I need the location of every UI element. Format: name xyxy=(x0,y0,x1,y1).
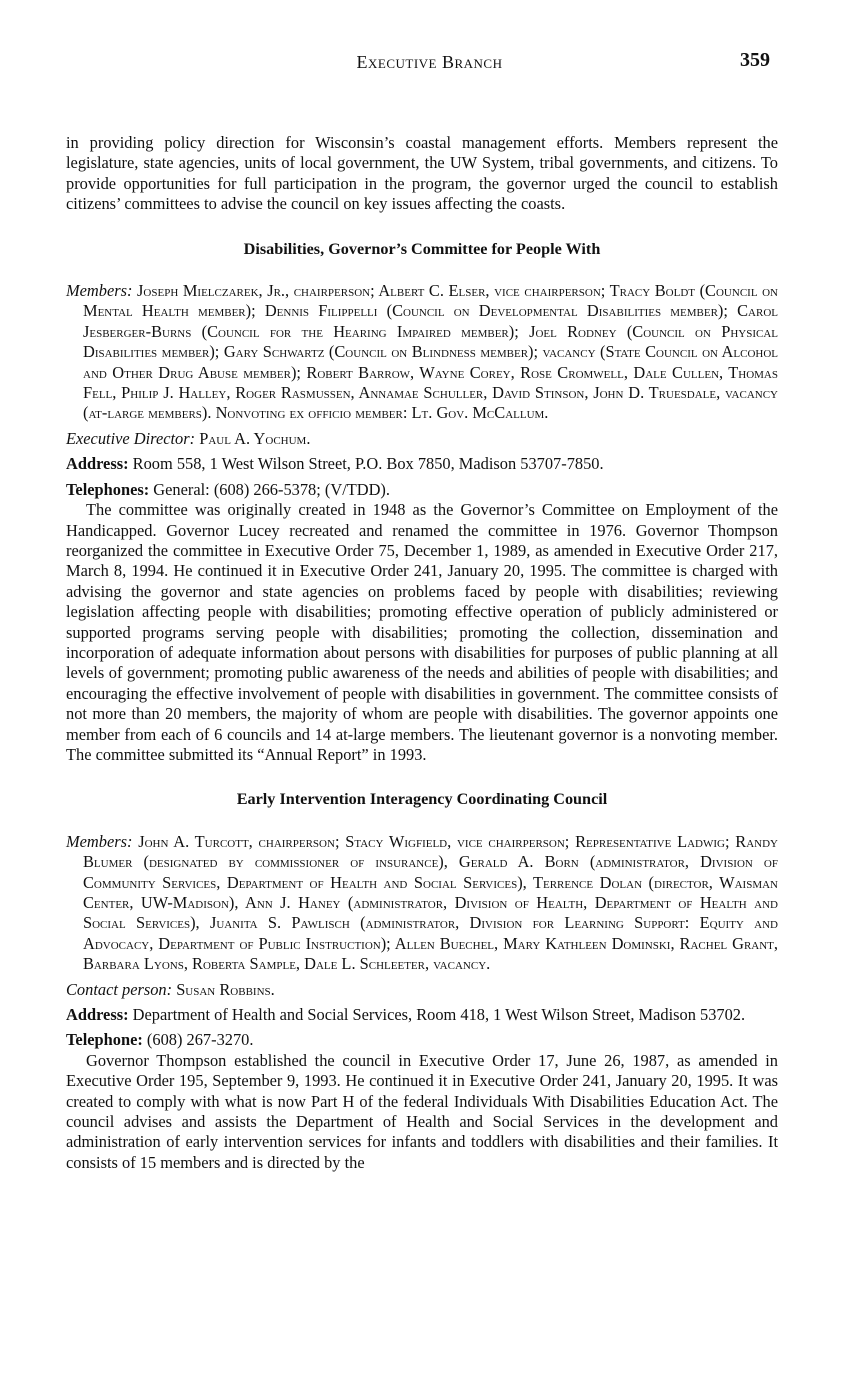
telephone-text: (608) 267-3270. xyxy=(146,1030,254,1050)
address-label: Address: xyxy=(66,454,129,474)
telephone-early-intervention xyxy=(66,1030,778,1050)
members-list: John A. Turcott, chairperson; Stacy Wigfield, vice chairperson; Representative Ladwig; Randy Blumer (designated by commissioner of insurance), Gerald A. Born (administrator, Division of Community Services, Department of Health and Social Services), Terrence Dolan (director, Waisman Center, UW-Madison), Ann J. Haney (administrator, Division of Health, Department of Health and Social Services), Juanita S. Pawlisch (administrator, Division for Learning Support: Equity and Advocacy, Department of Public Instruction); Allen Buechel, Mary Kathleen Dominski, Rachel Grant, Barbara Lyons, Roberta Sample, Dale L. Schleeter, vacancy. xyxy=(83,831,778,974)
page-number: 359 xyxy=(740,49,770,71)
body-disabilities: The committee was originally created in 1948 as the Governor’s Committee on Employment of the Handicapped. Governor Lucey recreated and renamed the committee in 1976. Governor Thompson reorganized the committee in Executive Order 75, December 1, 1989, as amended in Executive Order 217, March 8, 1994. He continued it in Executive Order 241, January 20, 1995. The committee is charged with advising the governor and state agencies on problems faced by people with disabilities; reviewing legislation affecting people with disabilities; promoting effective operation of publicly administered or supported programs serving people with disabilities; promoting the collection, dissemination and incorporation of adequate information about persons with disabilities for purposes of public planning at all levels of government; promoting public awareness of the needs and abilities of people with disabilities; and encouraging the effective involvement of people with disabilities in government. The committee consists of not more than 20 members, the majority of whom are people with disabilities. The governor appoints one member from each of 6 councils and 14 at-large members. The lieutenant governor is a nonvoting member. The committee submitted its “Annual Report” in 1993. xyxy=(66,500,778,764)
telephones-label: Telephones: xyxy=(66,479,150,499)
address-text: Room 558, 1 West Wilson Street, P.O. Box 7850, Madison 53707-7850. xyxy=(132,454,604,474)
address-label: Address: xyxy=(66,1005,129,1025)
telephone-label: Telephone: xyxy=(66,1030,143,1050)
intro-paragraph: in providing policy direction for Wisconsin’s coastal management efforts. Members represent the legislature, state agencies, units of local government, the UW System, tribal governments, and citizens. To provide opportunities for full participation in the program, the governor urged the council to establish citizens’ committees to advise the council on key issues affecting the coasts. xyxy=(66,133,778,214)
section-heading-early-intervention: Early Intervention Interagency Coordinating Council xyxy=(236,790,608,809)
director-name: Paul A. Yochum. xyxy=(199,428,311,448)
members-label: Members: xyxy=(66,831,133,851)
running-head: Executive Branch xyxy=(356,52,503,72)
address-early-intervention xyxy=(66,1005,778,1025)
page-body xyxy=(66,133,778,1173)
members-early-intervention xyxy=(66,832,778,975)
executive-director xyxy=(66,429,778,449)
body-early-intervention: Governor Thompson established the council in Executive Order 17, June 26, 1987, as amended in Executive Order 195, September 9, 1993. He continued it in Executive Order 241, January 20, 1995. It was created to comply with what is now Part H of the federal Individuals With Disabilities Education Act. The council advises and assists the Department of Health and Social Services in the development and administration of early intervention services for infants and toddlers with disabilities and their families. It consists of 15 members and is directed by the xyxy=(66,1050,778,1172)
members-label: Members: xyxy=(66,281,133,301)
address-disabilities xyxy=(66,454,778,474)
members-disabilities xyxy=(66,281,778,424)
section-heading-disabilities: Disabilities, Governor’s Committee for People With xyxy=(243,239,601,258)
address-text: Department of Health and Social Services, Room 418, 1 West Wilson Street, Madison 53702. xyxy=(132,1005,746,1025)
contact-name: Susan Robbins. xyxy=(176,979,275,999)
telephones-text: General: (608) 266-5378; (V/TDD). xyxy=(153,479,390,499)
director-label: Executive Director: xyxy=(66,428,196,448)
contact-person xyxy=(66,980,778,1000)
telephones-disabilities xyxy=(66,480,778,500)
members-list: Joseph Mielczarek, Jr., chairperson; Albert C. Elser, vice chairperson; Tracy Boldt (Council on Mental Health member); Dennis Filippelli (Council on Developmental Disabilities member); Carol Jesberger-Burns (Council for the Hearing Impaired member); Joel Rodney (Council on Physical Disabilities member); Gary Schwartz (Council on Blindness member); vacancy (State Council on Alcohol and Other Drug Abuse member); Robert Barrow, Wayne Corey, Rose Cromwell, Dale Cullen, Thomas Fell, Philip J. Halley, Roger Rasmussen, Annamae Schuller, David Stinson, John D. Truesdale, vacancy (at-large members). Nonvoting ex officio member: Lt. Gov. McCallum. xyxy=(83,281,779,423)
contact-label: Contact person: xyxy=(66,979,173,999)
